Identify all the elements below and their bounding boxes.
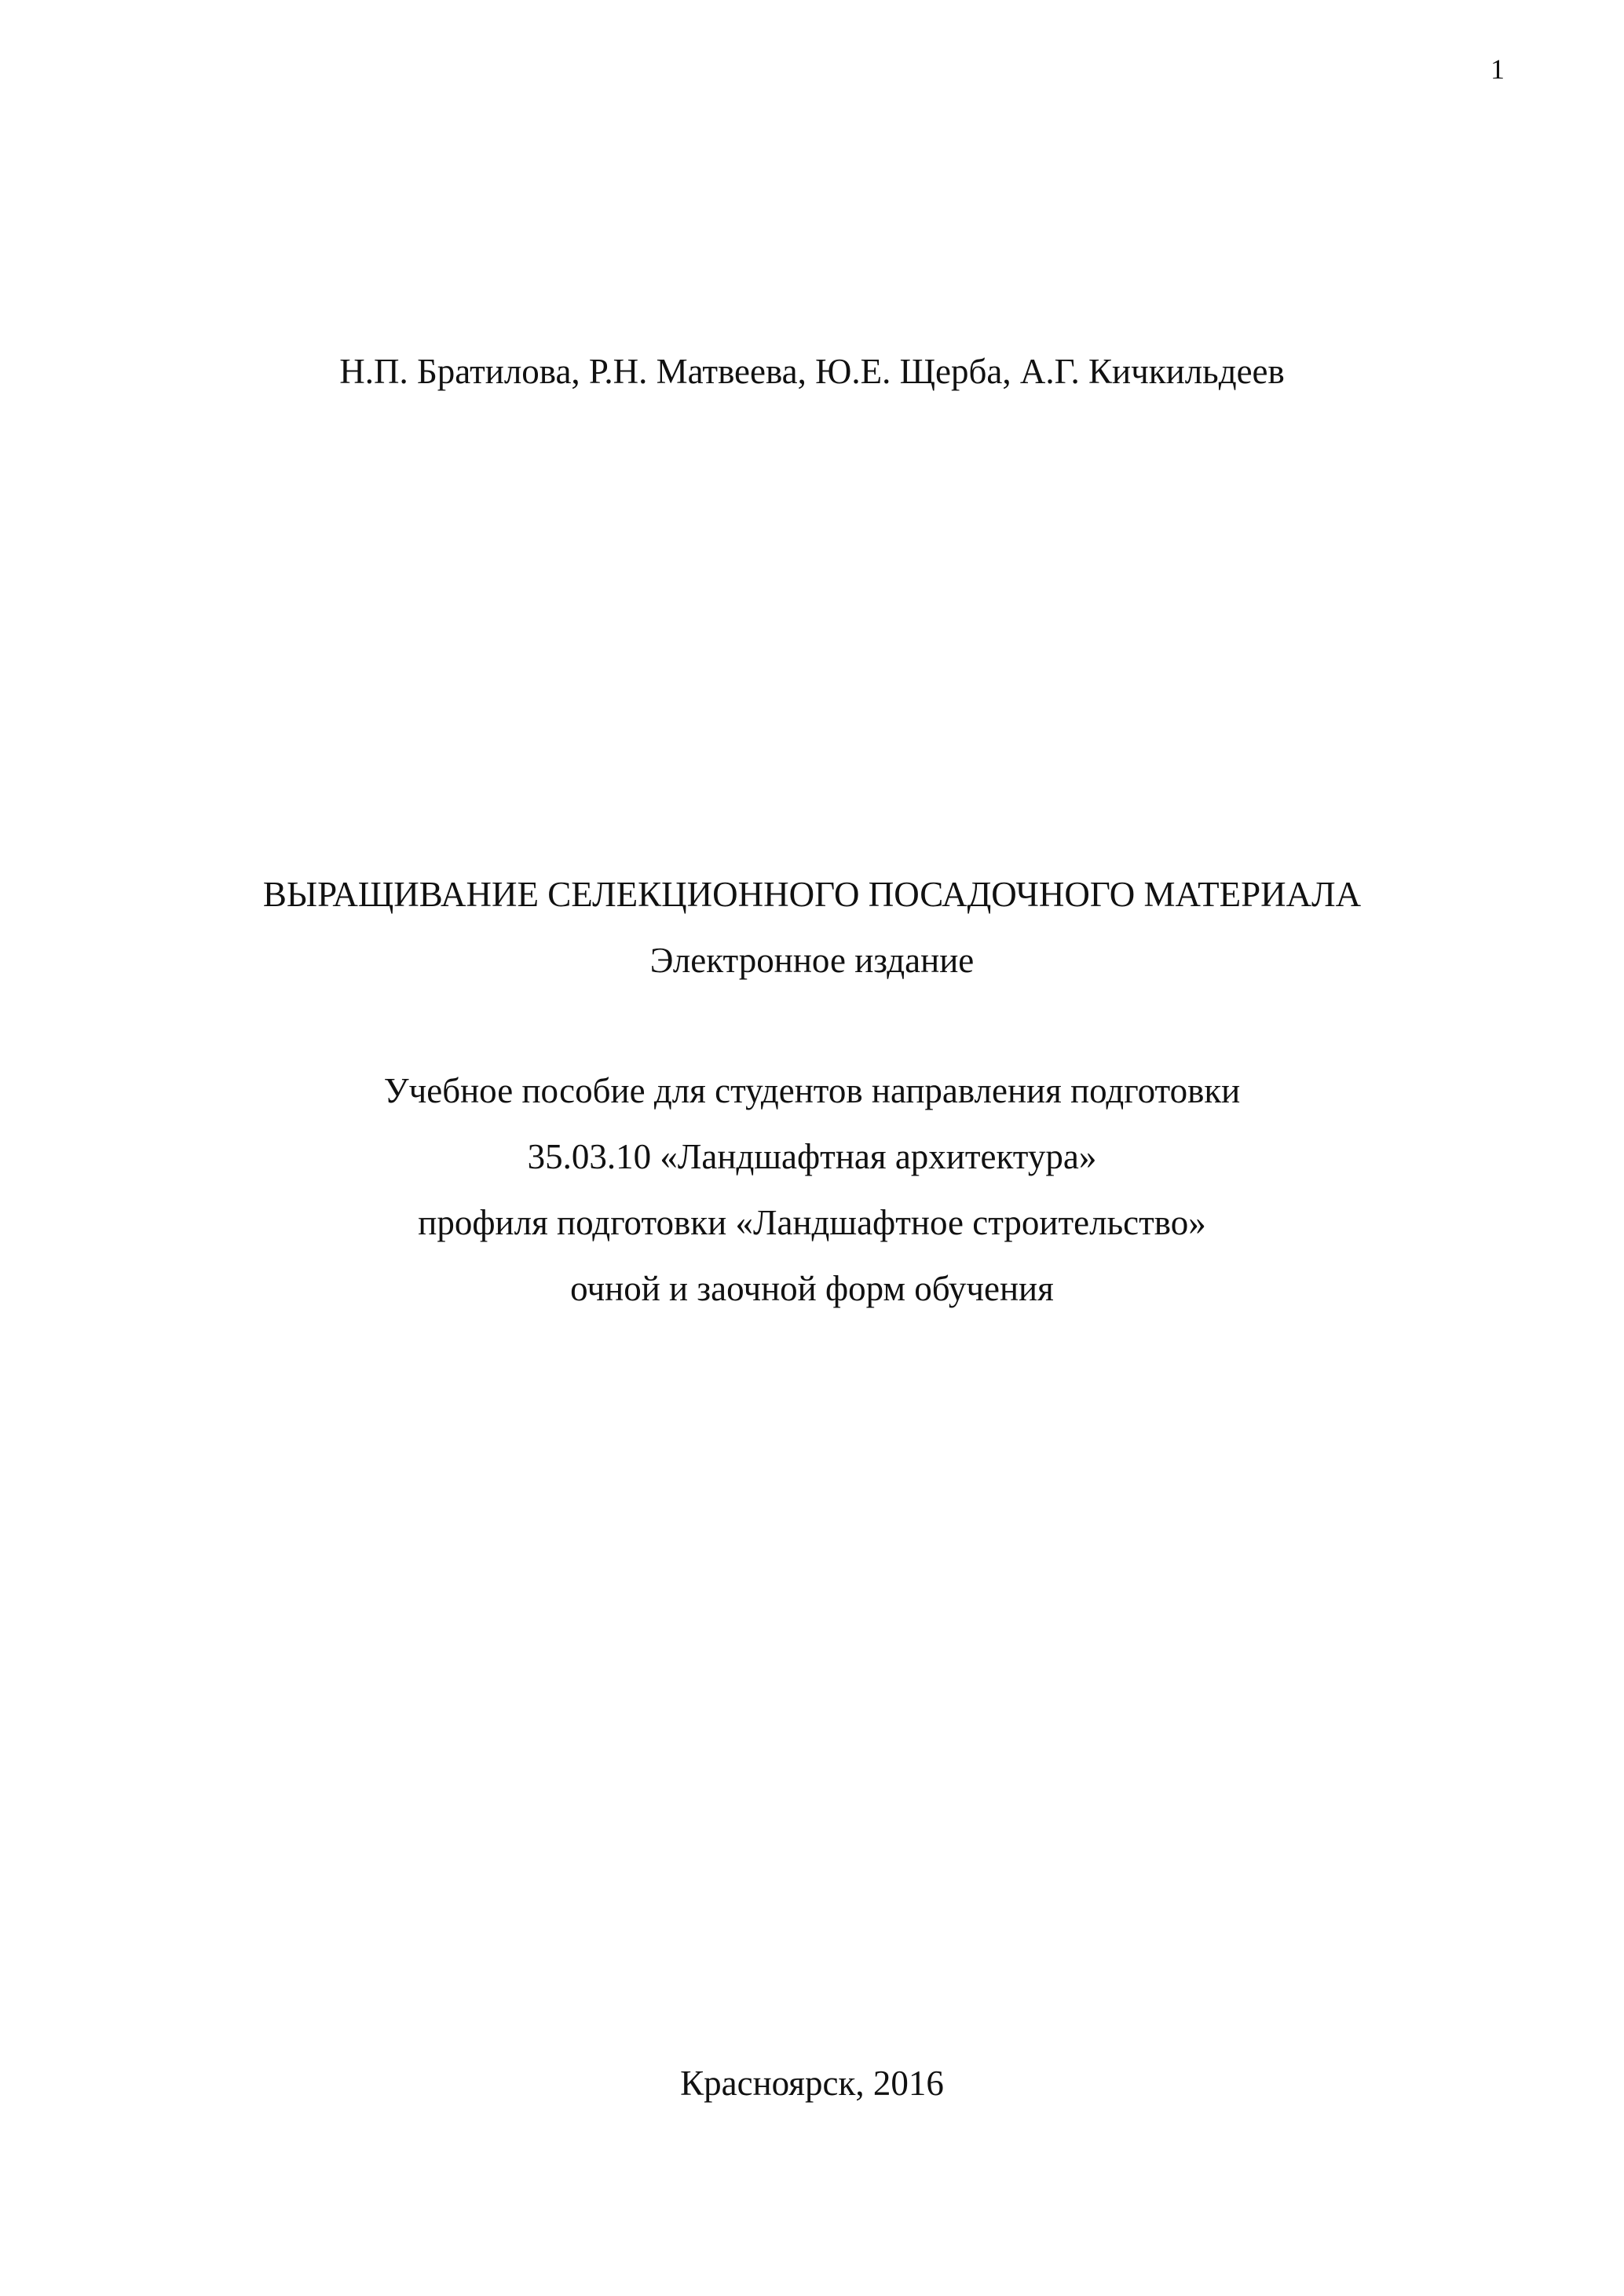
authors-line: Н.П. Братилова, Р.Н. Матвеева, Ю.Е. Щерба, А.Г. Кичкильдеев	[339, 352, 1285, 391]
document-title: ВЫРАЩИВАНИЕ СЕЛЕКЦИОННОГО ПОСАДОЧНОГО МАТЕРИАЛА	[262, 875, 1362, 914]
edition-note: Электронное издание	[649, 941, 975, 980]
page-number: 1	[1490, 53, 1505, 85]
imprint-city-year: Красноярск, 2016	[680, 2064, 944, 2103]
description-line: очной и заочной форм обучения	[570, 1269, 1054, 1308]
description-line: Учебное пособие для студентов направления подготовки	[383, 1071, 1241, 1110]
description-line: 35.03.10 «Ландшафтная архитектура»	[527, 1137, 1097, 1176]
description-line: профиля подготовки «Ландшафтное строительство»	[418, 1203, 1206, 1242]
